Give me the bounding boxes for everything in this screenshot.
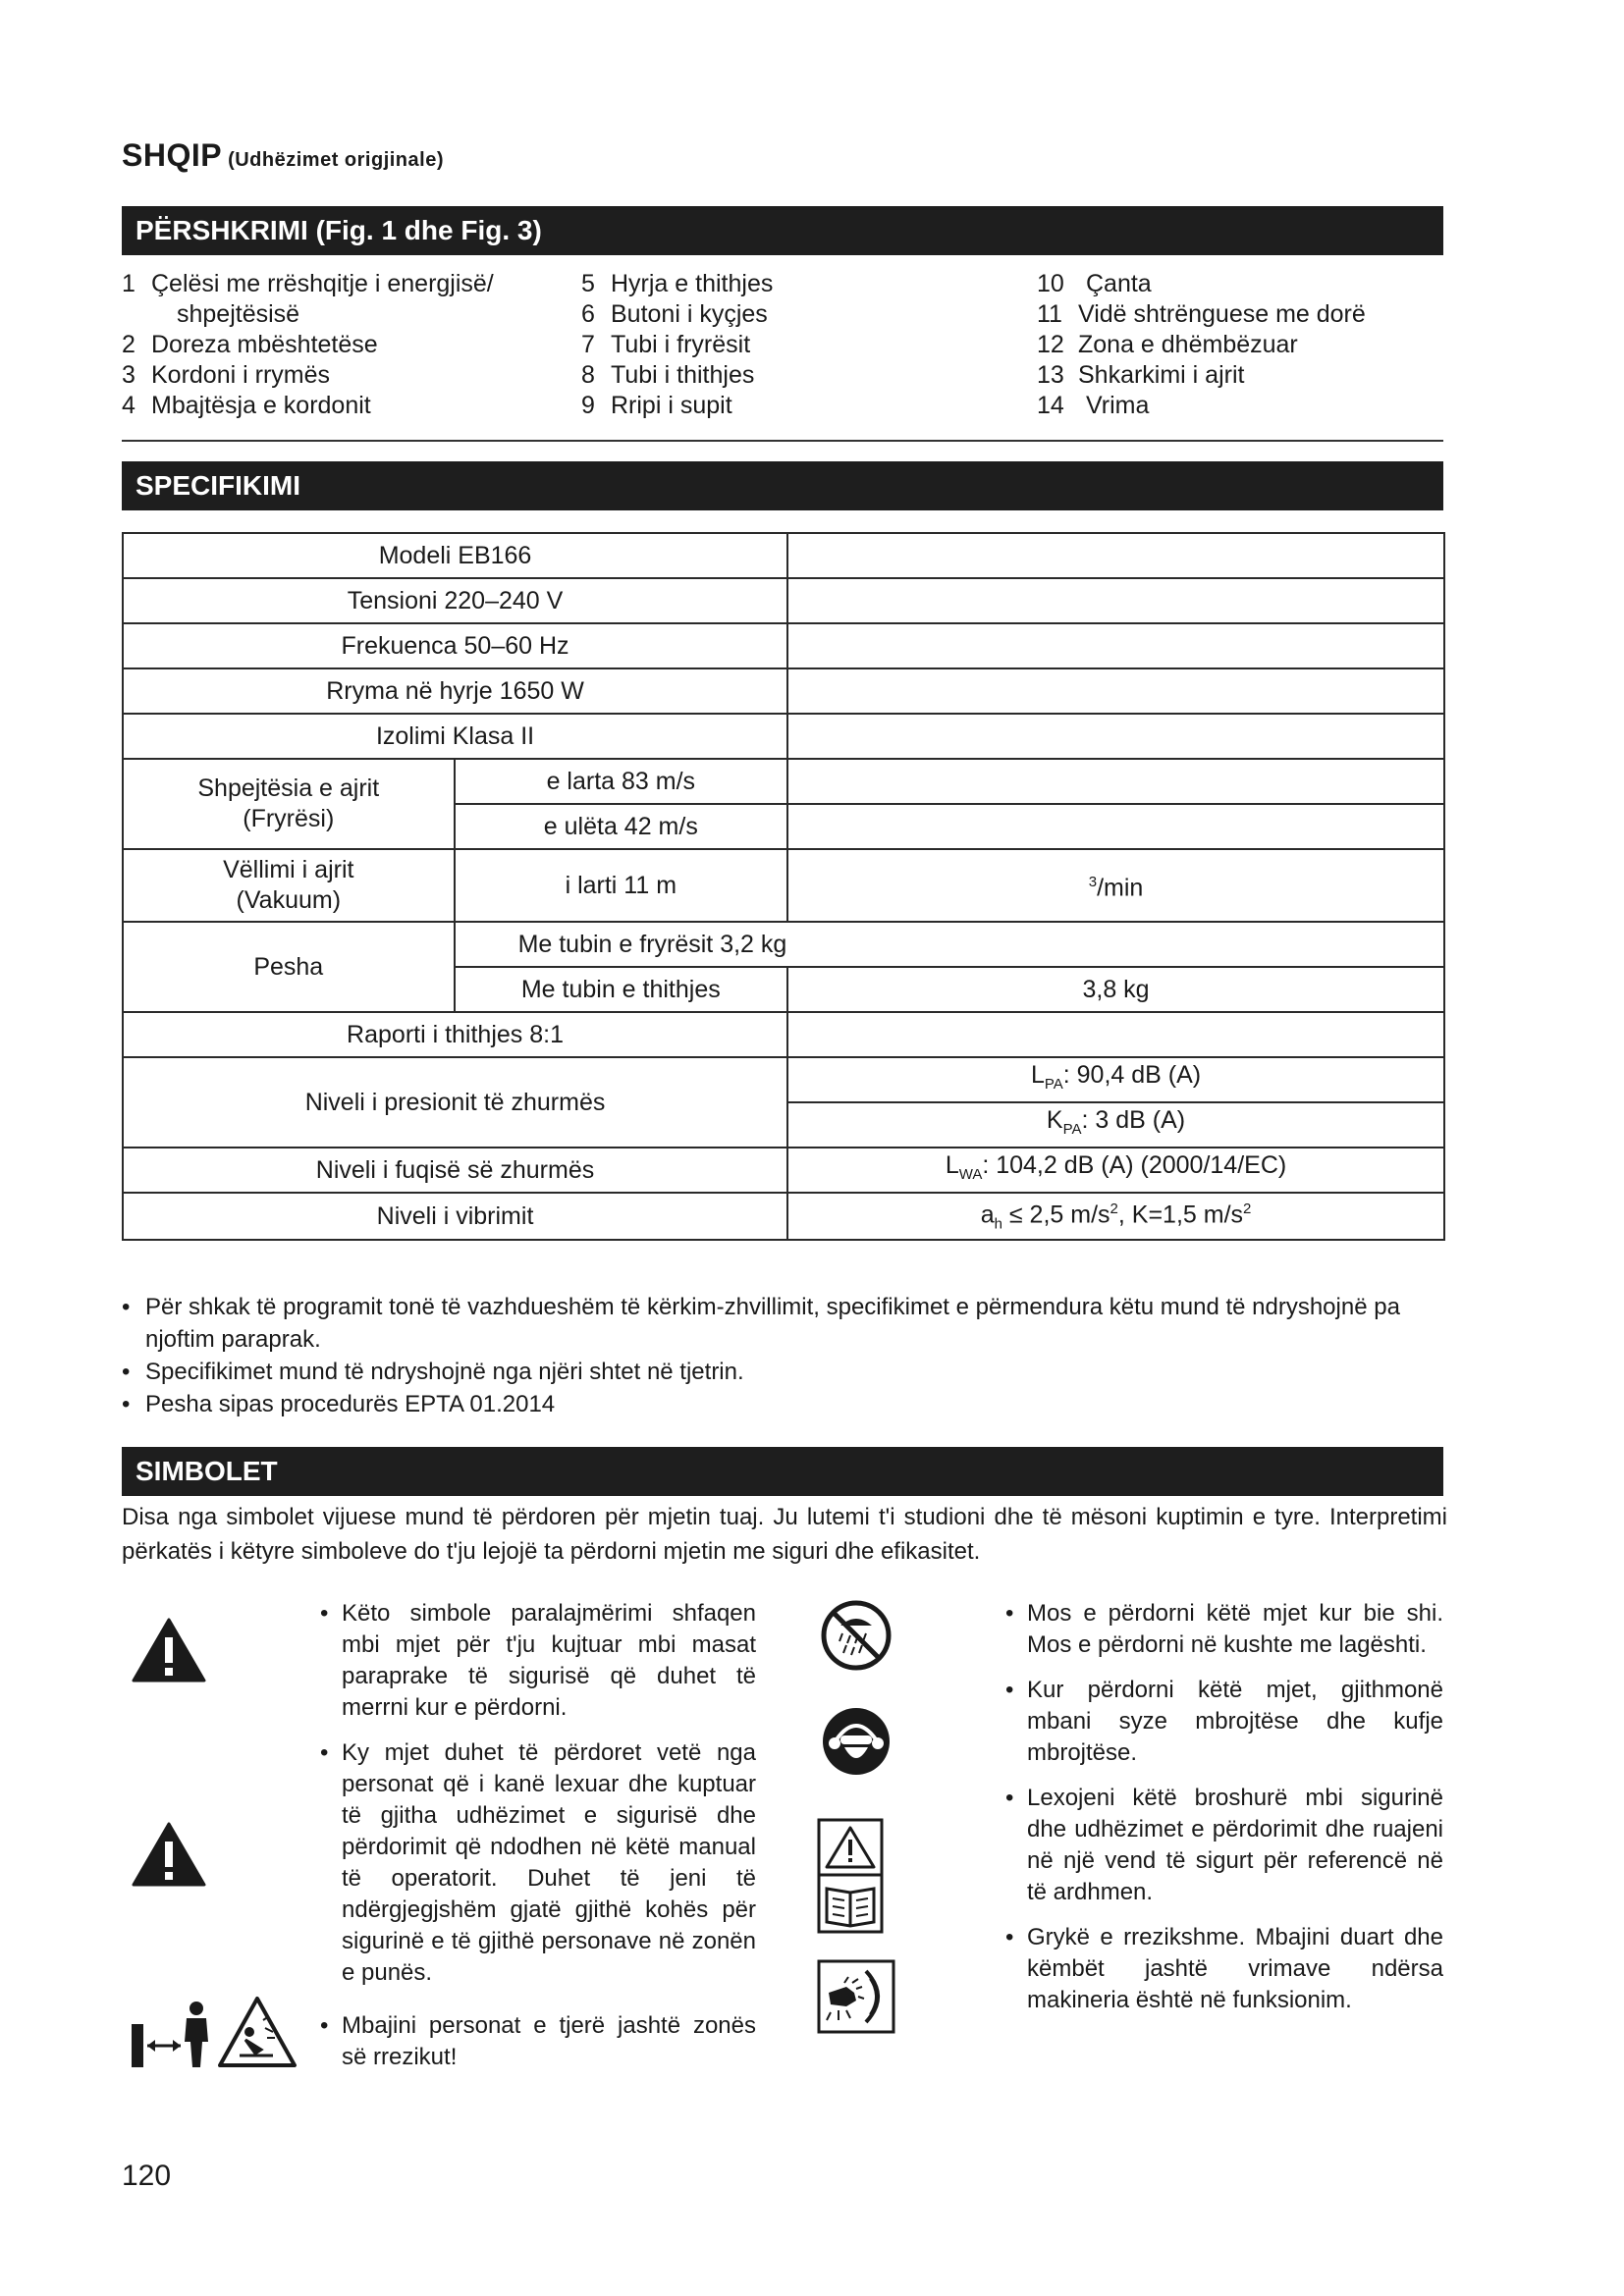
list-item: • Specifikimet mund të ndryshojnë nga njëri shtet në tjetrin. [122, 1359, 744, 1385]
keep-bystanders-away-icon [130, 1993, 298, 2071]
list-item: 4 Mbajtësja e kordonit [122, 392, 371, 419]
table-row [123, 1012, 1444, 1057]
table-row [123, 922, 1444, 967]
spec-lwa: $L_{WA}$: 104,2 dB (A) (2000/14/EC) [787, 1148, 1444, 1193]
symbols-left-column [320, 1598, 756, 2073]
list-item: 13 Shkarkimi i ajrit [1037, 361, 1245, 389]
list-item: • Mos e përdorni këtë mjet kur bie shi. Mos e përdorni në kushte me lagështi. [1005, 1600, 1443, 1658]
spec-pressure-label: Niveli i presionit të zhurmës [123, 1057, 787, 1148]
read-manual-icon [817, 1818, 884, 1934]
list-item: • Lexojeni këtë broshurë mbi sigurinë dhe udhëzimet e përdorimit dhe ruajeni në një vend të sigurt për referencë në të ardhmen. [1005, 1785, 1443, 1905]
no-rain-icon [819, 1598, 893, 1673]
section-language [122, 137, 444, 174]
spec-notes [122, 1291, 1447, 1420]
hand-injury-hazard-icon [817, 1959, 895, 2034]
table-row [123, 623, 1444, 668]
language-title: SHQIP [122, 137, 223, 173]
spec-input: Rryma në hyrje 1650 W [123, 668, 787, 714]
list-item: 12 Zona e dhëmbëzuar [1037, 331, 1298, 358]
list-item: 9 Rripi i supit [581, 392, 732, 419]
list-item: • Pesha sipas procedurës EPTA 01.2014 [122, 1391, 556, 1417]
table-row [123, 578, 1444, 623]
list-item: • Grykë e rrezikshme. Mbajini duart dhe këmbët jashtë vrimave ndërsa makineria është në funksionim. [1005, 1924, 1443, 2013]
spec-vibration-label: Niveli i vibrimit [123, 1193, 787, 1240]
list-item: 3 Kordoni i rrymës [122, 361, 330, 389]
spec-weight-label: Pesha [123, 922, 455, 1012]
spec-weight-vacuum-label: Me tubin e thithjes [455, 967, 787, 1012]
spec-vibration: $a_h \le 2,5$ $m/s^2$, K=1,5 $m/s^2$ [787, 1193, 1444, 1240]
spec-heading: SPECIFIKIMI [122, 461, 1443, 510]
divider [122, 440, 1443, 442]
table-row [123, 1057, 1444, 1102]
table-row [123, 849, 1444, 922]
spec-frequency: Frekuenca 50–60 Hz [123, 623, 787, 668]
list-item: 5 Hyrja e thithjes [581, 270, 774, 297]
spec-insulation: Izolimi Klasa II [123, 714, 787, 759]
list-item: 8 Tubi i thithjes [581, 361, 755, 389]
list-item: 11 Vidë shtrënguese me dorë [1037, 300, 1366, 328]
table-row [123, 1193, 1444, 1240]
warning-triangle-icon [132, 1822, 206, 1887]
list-item: • Këto simbole paralajmërimi shfaqen mbi mjet për t'ju kujtuar mbi masat paraprake të sigurisë që duhet të merrni kur e përdorni. [320, 1600, 756, 1721]
spec-ratio: Raporti i thithjes 8:1 [123, 1012, 787, 1057]
list-item: 10 Çanta [1037, 270, 1152, 297]
language-subtitle: (Udhëzimet origjinale) [228, 149, 444, 171]
spec-air-volume-label: Vëllimi i ajrit (Vakuum) [123, 849, 455, 922]
list-item: • Për shkak të programit tonë të vazhdueshëm të kërkim-zhvillimit, specifikimet e përmendura këtu mund të ndryshojnë pa njoftim paraprak. [122, 1294, 1400, 1353]
spec-table [122, 532, 1445, 1241]
warning-triangle-icon [132, 1618, 206, 1682]
list-item: shpejtësisë [177, 300, 300, 328]
table-row [123, 1148, 1444, 1193]
list-item: 14 Vrima [1037, 392, 1150, 419]
spec-lpa: $L_{PA}$: 90,4 dB (A) [787, 1057, 1444, 1102]
spec-weight-blower: Me tubin e fryrësit 3,2 kg [455, 922, 1444, 967]
table-row [123, 533, 1444, 578]
description-heading: PËRSHKRIMI (Fig. 1 dhe Fig. 3) [122, 206, 1443, 255]
page-number: 120 [122, 2160, 172, 2192]
symbols-intro: Disa nga simbolet vijuese mund të përdoren për mjetin tuaj. Ju lutemi t'i studioni dhe të mësoni kuptimin e tyre. Interpretimi përkatës i këtyre simboleve do t'ju lejojë ta përdorni mjetin me siguri dhe efikasitet. [122, 1504, 1447, 1565]
spec-air-volume-high: i larti 11 m [455, 849, 787, 922]
spec-power-label: Niveli i fuqisë së zhurmës [123, 1148, 787, 1193]
table-row [123, 759, 1444, 804]
eye-ear-protection-icon [819, 1704, 893, 1779]
list-item: 6 Butoni i kyçjes [581, 300, 768, 328]
parts-column-2 [581, 269, 773, 421]
list-item: 2 Doreza mbështetëse [122, 331, 378, 358]
spec-model: Modeli EB166 [123, 533, 787, 578]
spec-air-speed-label: Shpejtësia e ajrit (Fryrësi) [123, 759, 455, 849]
table-row [123, 668, 1444, 714]
spec-air-speed-high: e larta 83 m/s [455, 759, 787, 804]
spec-voltage: Tensioni 220–240 V [123, 578, 787, 623]
parts-column-1 [122, 269, 494, 421]
list-item: • Ky mjet duhet të përdoret vetë nga personat që i kanë lexuar dhe kuptuar të gjitha udhëzimet e sigurisë dhe përdorimit që ndodhen në këtë manual të operatorit. Duhet të jeni të ndërgjegjshëm gjatë gjithë kohës për sigurinë e të gjithë personave në zonën e punës. [320, 1739, 756, 1986]
list-item: 1 Çelësi me rrëshqitje i energjisë/ [122, 270, 494, 297]
symbols-right-column [1005, 1598, 1443, 2016]
list-item: 7 Tubi i fryrësit [581, 331, 751, 358]
list-item: • Mbajini personat e tjerë jashtë zonës së rrezikut! [320, 2012, 756, 2070]
symbols-heading: SIMBOLET [122, 1447, 1443, 1496]
spec-air-volume-unit: $^3$/min [787, 849, 1444, 922]
spec-weight-vacuum-value: 3,8 kg [787, 967, 1444, 1012]
spec-kpa: $K_{PA}$: 3 dB (A) [787, 1102, 1444, 1148]
list-item: • Kur përdorni këtë mjet, gjithmonë mbani syze mbrojtëse dhe kufje mbrojtëse. [1005, 1677, 1443, 1766]
spec-air-speed-low: e ulëta 42 m/s [455, 804, 787, 849]
parts-column-3 [1037, 269, 1366, 421]
table-row [123, 714, 1444, 759]
